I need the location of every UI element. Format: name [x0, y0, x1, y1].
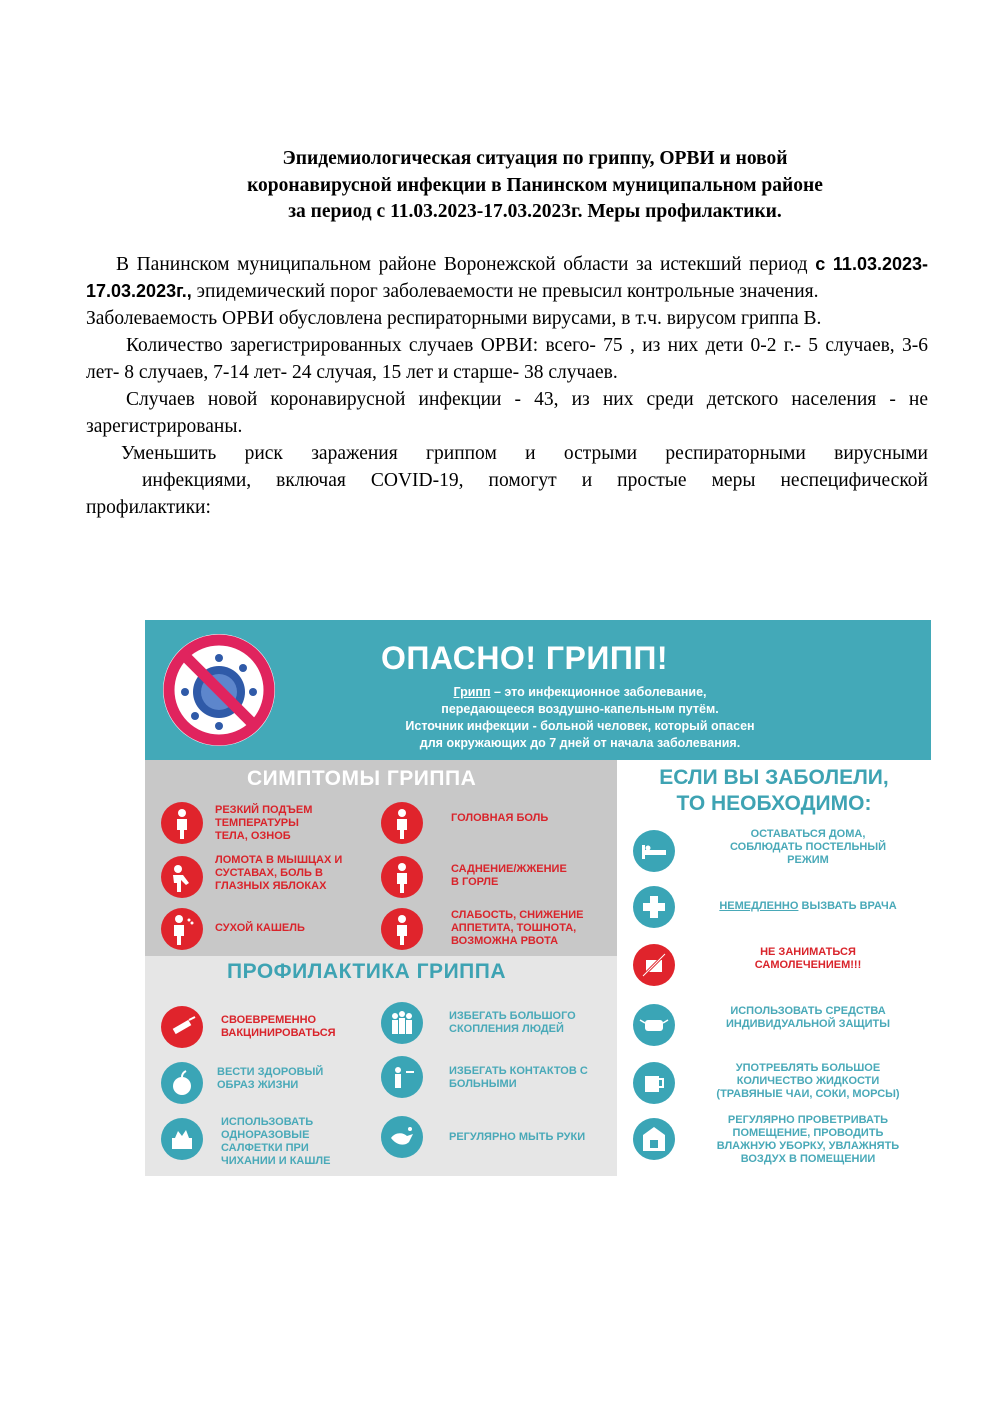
title-line: за период с 11.03.2023-17.03.2023г. Меры профилактики.: [288, 201, 782, 222]
headache-person-icon: [381, 802, 423, 844]
symptoms-section: [145, 760, 617, 956]
symptom-label: ЛОМОТА В МЫШЦАХ И СУСТАВАХ, БОЛЬ В ГЛАЗНЫХ ЯБЛОКАХ: [215, 854, 343, 892]
symptom-label: СУХОЙ КАШЕЛЬ: [215, 922, 305, 934]
crowd-icon: [381, 1002, 423, 1044]
prevention-label: ВЕСТИ ЗДОРОВЫЙ ОБРАЗ ЖИЗНИ: [217, 1066, 324, 1091]
poster-title: ОПАСНО! ГРИПП!: [381, 640, 668, 676]
sore-throat-person-icon: [381, 856, 423, 898]
no-virus-icon: [159, 630, 279, 750]
prevention-section: [145, 956, 617, 1176]
no-pills-icon: [633, 944, 675, 986]
prevention-label: ИЗБЕГАТЬ КОНТАКТОВ С БОЛЬНЫМИ: [449, 1065, 588, 1090]
action-label: УПОТРЕБЛЯТЬ БОЛЬШОЕ КОЛИЧЕСТВО ЖИДКОСТИ (ТРАВЯНЫЕ ЧАИ, СОКИ, МОРСЫ): [716, 1062, 900, 1100]
medical-cross-icon: [633, 886, 675, 928]
handwash-icon: [381, 1116, 423, 1158]
title-line: коронавирусной инфекции в Панинском муниципальном районе: [247, 174, 823, 196]
paragraph-text: эпидемический порог заболеваемости не превысил контрольные значения.: [191, 281, 819, 302]
flu-poster: [145, 620, 931, 1176]
action-label: ИСПОЛЬЗОВАТЬ СРЕДСТВА ИНДИВИДУАЛЬНОЙ ЗАЩИТЫ: [725, 1005, 891, 1030]
definition-text: Источник инфекции - больной человек, который опасен: [405, 719, 755, 733]
definition-text: для окружающих до 7 дней от начала заболевания.: [419, 736, 741, 750]
paragraph-covid: Случаев новой коронавирусной инфекции - 43, из них среди детского населения - не зарегистрированы.: [86, 389, 928, 437]
symptom-label: РЕЗКИЙ ПОДЪЕМ ТЕМПЕРАТУРЫ ТЕЛА, ОЗНОБ: [215, 804, 313, 842]
document-body: [86, 251, 928, 521]
definition-text: передающееся воздушно-капельным путём.: [441, 702, 719, 716]
title-line: Эпидемиологическая ситуация по гриппу, ОРВИ и новой: [282, 148, 788, 169]
action-label: РЕГУЛЯРНО ПРОВЕТРИВАТЬ ПОМЕЩЕНИЕ, ПРОВОДИТЬ ВЛАЖНУЮ УБОРКУ, УВЛАЖНЯТЬ ВОЗДУХ В ПОМЕЩЕНИИ: [716, 1114, 900, 1165]
prevention-label: РЕГУЛЯРНО МЫТЬ РУКИ: [449, 1131, 586, 1143]
symptom-label: СЛАБОСТЬ, СНИЖЕНИЕ АППЕТИТА, ТОШНОТА, ВОЗМОЖНА РВОТА: [451, 909, 584, 947]
document-title: [150, 146, 920, 226]
definition-word: Грипп: [453, 685, 491, 699]
prevention-label: ИЗБЕГАТЬ БОЛЬШОГО СКОПЛЕНИЯ ЛЮДЕЙ: [449, 1010, 576, 1035]
paragraph-risk-line2: инфекциями, включая COVID-19, помогут и простые меры неспецифической: [142, 470, 928, 491]
fever-person-icon: [161, 802, 203, 844]
poster-header: [145, 620, 931, 760]
prevention-label: СВОЕВРЕМЕННО ВАКЦИНИРОВАТЬСЯ: [221, 1014, 336, 1039]
prevention-title: ПРОФИЛАКТИКА ГРИППА: [227, 960, 507, 983]
symptom-label: САДНЕНИЕ/ЖЖЕНИЕ В ГОРЛЕ: [451, 863, 567, 888]
mask-icon: [633, 1004, 675, 1046]
definition-text: – это инфекционное заболевание,: [490, 685, 707, 699]
period-dates: с 11.03.2023-17.03.2023г.,: [86, 254, 929, 301]
window-icon: [633, 1118, 675, 1160]
paragraph-risk-line3: профилактики:: [86, 497, 211, 518]
symptoms-title: СИМПТОМЫ ГРИППА: [247, 767, 477, 790]
tissue-box-icon: [161, 1118, 203, 1160]
flu-definition: [365, 684, 795, 752]
bed-icon: [633, 830, 675, 872]
weak-person-icon: [381, 908, 423, 950]
syringe-icon: [161, 1006, 203, 1048]
cup-icon: [633, 1062, 675, 1104]
actions-section: [617, 760, 931, 1176]
action-label: НЕ ЗАНИМАТЬСЯ САМОЛЕЧЕНИЕМ!!!: [754, 946, 862, 971]
action-label: ОСТАВАТЬСЯ ДОМА, СОБЛЮДАТЬ ПОСТЕЛЬНЫЙ РЕЖИМ: [730, 828, 886, 866]
apple-icon: [161, 1062, 203, 1104]
action-label: НЕМЕДЛЕННО ВЫЗВАТЬ ВРАЧА: [719, 900, 897, 912]
actions-title: ЕСЛИ ВЫ ЗАБОЛЕЛИ, ТО НЕОБХОДИМО:: [659, 766, 889, 815]
paragraph-period: [86, 251, 928, 305]
paragraph-orvi: Заболеваемость ОРВИ обусловлена респираторными вирусами, в т.ч. вирусом гриппа В.: [86, 308, 822, 329]
paragraph-text: В Панинском муниципальном районе Воронежской области за истекший период: [116, 254, 808, 275]
cough-person-icon: [161, 908, 203, 950]
paragraph-cases: Количество зарегистрированных случаев ОРВИ: всего- 75 , из них дети 0-2 г.- 5 случаев, 3-6 лет- 8 случаев, 7-14 лет- 24 случая, 15 лет и старше- 38 случаев.: [86, 335, 928, 383]
prevention-label: ИСПОЛЬЗОВАТЬ ОДНОРАЗОВЫЕ САЛФЕТКИ ПРИ ЧИХАНИИ И КАШЛЕ: [221, 1116, 331, 1167]
paragraph-risk-line1: Уменьшить риск заражения гриппом и острыми респираторными вирусными: [121, 443, 928, 464]
sick-contact-icon: [381, 1056, 423, 1098]
aching-person-icon: [161, 856, 203, 898]
symptom-label: ГОЛОВНАЯ БОЛЬ: [451, 812, 549, 824]
